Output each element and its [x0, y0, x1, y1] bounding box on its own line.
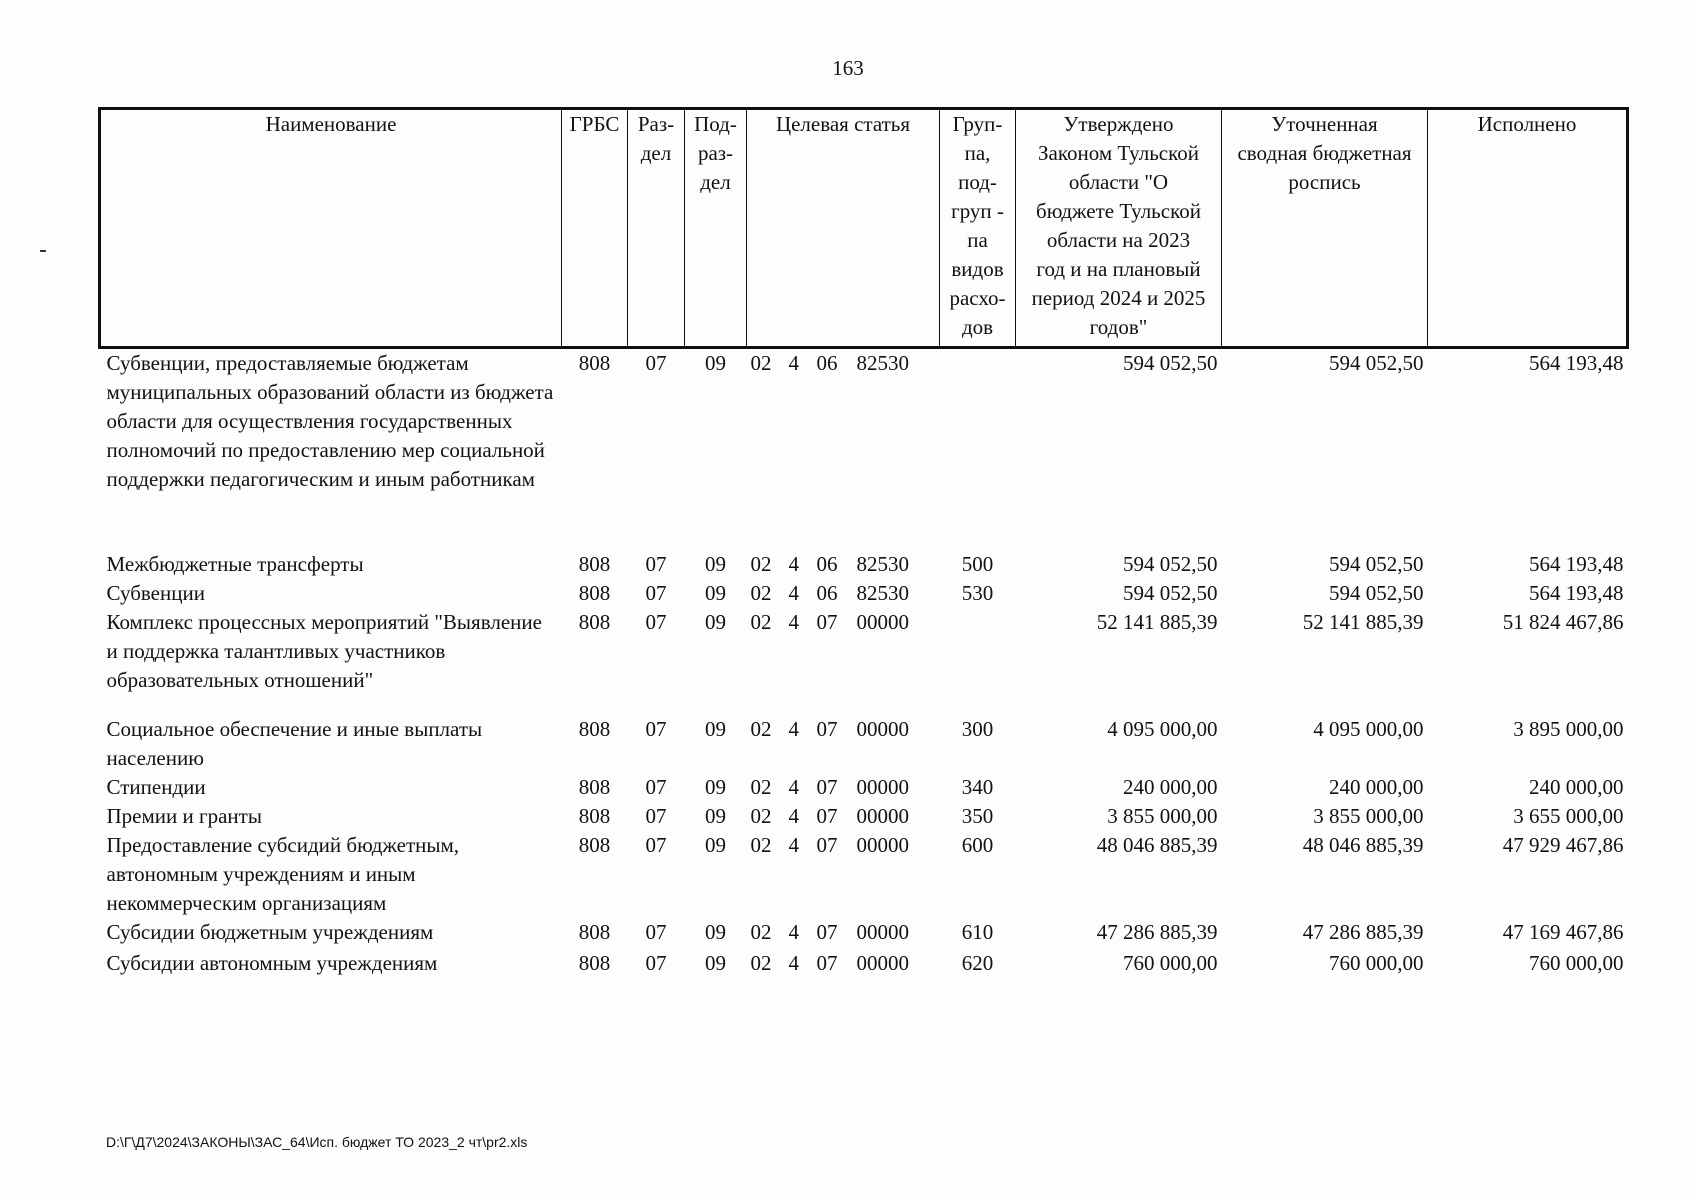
row-grbs: 808: [578, 581, 611, 605]
row-refined: 48 046 885,39: [1302, 833, 1424, 857]
table-row: [100, 947, 1628, 978]
target-code-part: 4: [788, 552, 799, 576]
row-refined: 47 286 885,39: [1302, 920, 1424, 944]
target-code-part: 02: [750, 351, 772, 375]
row-grbs: 808: [578, 804, 611, 828]
table-row: [100, 831, 1628, 918]
target-code-part: 07: [816, 804, 838, 828]
row-grbs: 808: [578, 775, 611, 799]
target-code-part: 02: [750, 775, 772, 799]
target-code-part: 02: [750, 552, 772, 576]
row-podrazdel: 09: [705, 717, 726, 741]
header-group: Груп- па, под- груп - па видов расхо- дов: [940, 109, 1016, 348]
row-name: Субсидии автономным учреждениям: [106, 951, 438, 975]
row-grbs: 808: [578, 351, 611, 375]
target-code-part: 82530: [856, 351, 909, 375]
target-code-part: 4: [788, 833, 799, 857]
table-row: [100, 550, 1628, 579]
row-executed: 47 169 467,86: [1502, 920, 1624, 944]
target-code-part: 07: [816, 775, 838, 799]
target-code-part: 4: [788, 351, 799, 375]
page-number: 163: [832, 56, 864, 80]
table-row: [100, 773, 1628, 802]
target-code-part: 4: [788, 581, 799, 605]
target-code-part: 06: [816, 581, 838, 605]
row-group: 300: [961, 717, 994, 741]
row-grbs: 808: [578, 920, 611, 944]
row-target: [747, 550, 940, 579]
row-executed: 240 000,00: [1529, 775, 1624, 799]
row-razdel: 07: [645, 552, 667, 576]
target-code-part: 07: [816, 717, 838, 741]
row-podrazdel: 09: [705, 552, 726, 576]
row-podrazdel: 09: [705, 804, 726, 828]
target-code-part: 4: [788, 804, 799, 828]
row-name: Субвенции, предоставляемые бюджетам муниципальных образований области из бюджета области для осуществления государственных полномочий по предоставлению мер социальной поддержки педагогическим и иным работникам: [106, 351, 554, 491]
target-code-part: 07: [816, 920, 838, 944]
row-executed: 3 895 000,00: [1513, 717, 1624, 741]
header-approved: Утверждено Законом Тульской области "О бюджете Тульской области на 2023 год и на плановый период 2024 и 2025 годов": [1016, 109, 1222, 348]
table-row: [100, 579, 1628, 608]
row-group: 610: [961, 920, 994, 944]
budget-table: [98, 107, 1629, 978]
row-razdel: 07: [645, 775, 667, 799]
target-code-part: 07: [816, 610, 838, 634]
scan-mark: [40, 250, 46, 252]
target-code-part: 06: [816, 552, 838, 576]
row-approved: 240 000,00: [1123, 775, 1218, 799]
row-approved: 52 141 885,39: [1096, 610, 1218, 634]
row-group: 600: [961, 833, 994, 857]
target-code-part: 4: [788, 610, 799, 634]
row-target: [747, 831, 940, 918]
row-name: Межбюджетные трансферты: [106, 552, 364, 576]
row-group: 340: [961, 775, 994, 799]
row-grbs: 808: [578, 610, 611, 634]
row-executed: 564 193,48: [1529, 351, 1624, 375]
row-group: 530: [961, 581, 994, 605]
row-razdel: 07: [645, 833, 667, 857]
row-target: [747, 608, 940, 715]
row-group: [940, 608, 1016, 715]
header-podrazdel: Под- раз- дел: [685, 109, 747, 348]
row-podrazdel: 09: [705, 351, 726, 375]
row-razdel: 07: [645, 717, 667, 741]
row-group: 350: [961, 804, 994, 828]
row-refined: 52 141 885,39: [1302, 610, 1424, 634]
target-code-part: 02: [750, 951, 772, 975]
target-code-part: 4: [788, 717, 799, 741]
target-code-part: 4: [788, 775, 799, 799]
row-refined: 240 000,00: [1329, 775, 1424, 799]
row-executed: 47 929 467,86: [1502, 833, 1624, 857]
target-code-part: 00000: [856, 610, 909, 634]
row-target: [747, 947, 940, 978]
target-code-part: 02: [750, 581, 772, 605]
target-code-part: 02: [750, 833, 772, 857]
target-code-part: 02: [750, 804, 772, 828]
target-code-part: 00000: [856, 775, 909, 799]
row-razdel: 07: [645, 351, 667, 375]
header-refined: Уточненная сводная бюджетная роспись: [1222, 109, 1428, 348]
row-executed: 564 193,48: [1529, 552, 1624, 576]
row-name: Стипендии: [106, 775, 206, 799]
row-name: Социальное обеспечение и иные выплаты населению: [106, 717, 483, 770]
row-refined: 594 052,50: [1329, 552, 1424, 576]
row-approved: 594 052,50: [1123, 351, 1218, 375]
row-podrazdel: 09: [705, 775, 726, 799]
row-podrazdel: 09: [705, 833, 726, 857]
target-code-part: 00000: [856, 920, 909, 944]
row-refined: 594 052,50: [1329, 581, 1424, 605]
row-razdel: 07: [645, 804, 667, 828]
header-grbs: ГРБС: [562, 109, 628, 348]
table-header-row: [100, 109, 1628, 348]
target-code-part: 06: [816, 351, 838, 375]
header-razdel: Раз- дел: [628, 109, 685, 348]
row-executed: 51 824 467,86: [1502, 610, 1624, 634]
row-approved: 3 855 000,00: [1107, 804, 1218, 828]
row-razdel: 07: [645, 920, 667, 944]
table-row: [100, 715, 1628, 773]
row-refined: 3 855 000,00: [1313, 804, 1424, 828]
row-podrazdel: 09: [705, 610, 726, 634]
row-target: [747, 802, 940, 831]
row-razdel: 07: [645, 610, 667, 634]
row-refined: 594 052,50: [1329, 351, 1424, 375]
row-name: Субвенции: [106, 581, 205, 605]
row-name: Предоставление субсидий бюджетным, автономным учреждениям и иным некоммерческим организациям: [106, 833, 460, 915]
row-approved: 594 052,50: [1123, 581, 1218, 605]
row-group: [940, 348, 1016, 551]
target-code-part: 00000: [856, 951, 909, 975]
row-grbs: 808: [578, 833, 611, 857]
target-code-part: 00000: [856, 833, 909, 857]
target-code-part: 00000: [856, 804, 909, 828]
row-grbs: 808: [578, 951, 611, 975]
row-approved: 4 095 000,00: [1107, 717, 1218, 741]
target-code-part: 02: [750, 610, 772, 634]
row-target: [747, 348, 940, 551]
row-executed: 564 193,48: [1529, 581, 1624, 605]
header-target: Целевая статья: [747, 109, 940, 348]
row-target: [747, 918, 940, 947]
row-target: [747, 715, 940, 773]
header-executed: Исполнено: [1428, 109, 1628, 348]
footer-file-path: D:\Г\Д7\2024\ЗАКОНЫ\ЗАС_64\Исп. бюджет ТО 2023_2 чт\pr2.xls: [106, 1134, 528, 1150]
target-code-part: 4: [788, 920, 799, 944]
row-refined: 4 095 000,00: [1313, 717, 1424, 741]
row-podrazdel: 09: [705, 581, 726, 605]
row-podrazdel: 09: [705, 920, 726, 944]
row-name: Субсидии бюджетным учреждениям: [106, 920, 434, 944]
target-code-part: 00000: [856, 717, 909, 741]
row-approved: 760 000,00: [1123, 951, 1218, 975]
target-code-part: 82530: [856, 581, 909, 605]
row-grbs: 808: [578, 552, 611, 576]
row-group: 620: [961, 951, 994, 975]
header-name: Наименование: [100, 109, 562, 348]
row-razdel: 07: [645, 581, 667, 605]
target-code-part: 02: [750, 717, 772, 741]
row-target: [747, 773, 940, 802]
table-row: [100, 802, 1628, 831]
row-razdel: 07: [645, 951, 667, 975]
target-code-part: 4: [788, 951, 799, 975]
row-approved: 47 286 885,39: [1096, 920, 1218, 944]
row-name: Комплекс процессных мероприятий "Выявление и поддержка талантливых участников образовательных отношений": [106, 610, 542, 692]
table-row: [100, 918, 1628, 947]
row-executed: 3 655 000,00: [1513, 804, 1624, 828]
target-code-part: 02: [750, 920, 772, 944]
row-grbs: 808: [578, 717, 611, 741]
table-row: [100, 608, 1628, 715]
row-executed: 760 000,00: [1529, 951, 1624, 975]
row-approved: 48 046 885,39: [1096, 833, 1218, 857]
table-row: [100, 348, 1628, 551]
row-podrazdel: 09: [705, 951, 726, 975]
row-target: [747, 579, 940, 608]
row-refined: 760 000,00: [1329, 951, 1424, 975]
row-name: Премии и гранты: [106, 804, 262, 828]
target-code-part: 07: [816, 833, 838, 857]
row-approved: 594 052,50: [1123, 552, 1218, 576]
target-code-part: 07: [816, 951, 838, 975]
row-group: 500: [961, 552, 994, 576]
target-code-part: 82530: [856, 552, 909, 576]
